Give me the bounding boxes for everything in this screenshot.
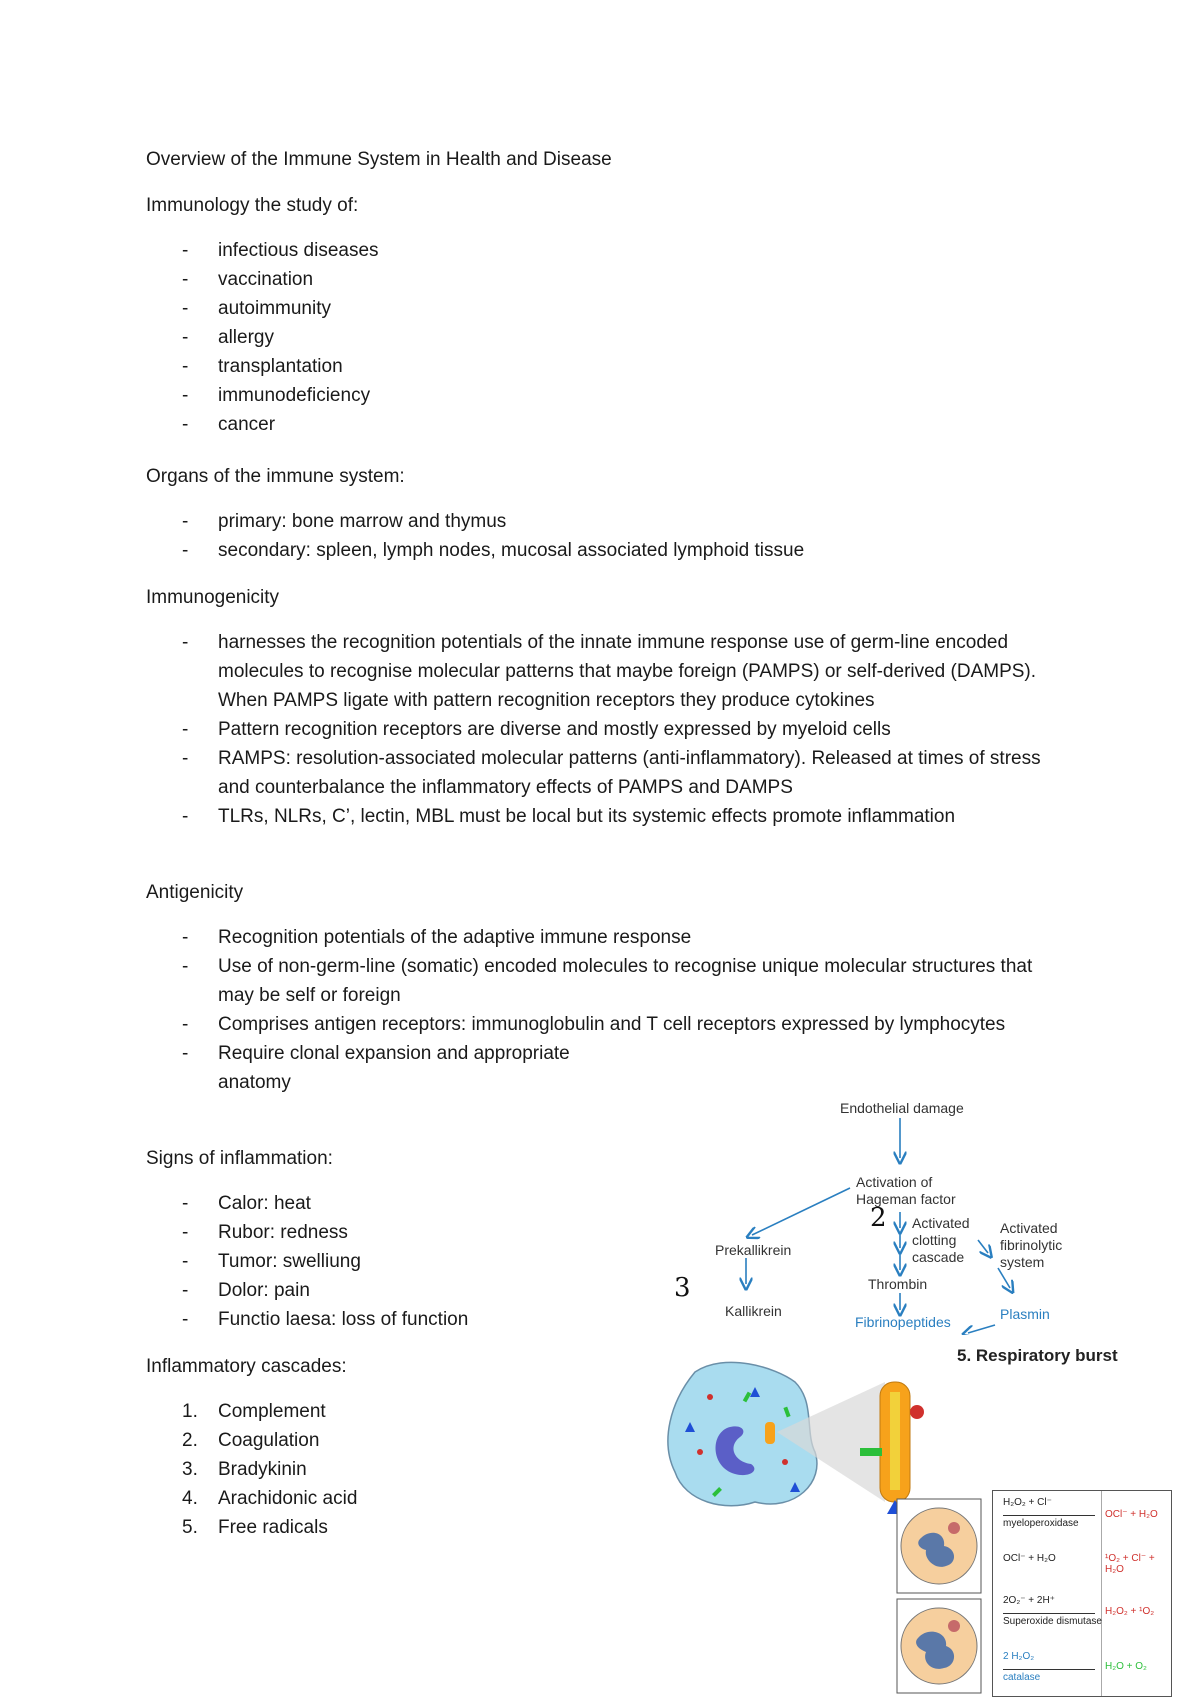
list-item: - harnesses the recognition potentials of the innate immune response use of germ-line encoded molecules to recognise molecular patterns that maybe foreign (PAMPS) or self-derived (DAMPS). When PAMPS ligate with pattern recognition receptors they produce cytokines <box>182 632 1037 711</box>
organs-list <box>146 507 1086 565</box>
neutrophil-micrographs <box>896 1498 982 1694</box>
prekallikrein-label: Prekallikrein <box>715 1242 792 1258</box>
thrombin-label: Thrombin <box>868 1276 928 1292</box>
list-item: - infectious diseases <box>182 240 379 261</box>
list-item: - allergy <box>182 327 274 348</box>
endothelial-damage-label: Endothelial damage <box>840 1100 964 1116</box>
label-three: 3 <box>674 1273 691 1303</box>
immunology-list <box>146 236 1086 439</box>
arrow-10 <box>968 1325 995 1333</box>
kallikrein-label: Kallikrein <box>725 1303 782 1319</box>
signs-heading: Signs of inflammation: <box>146 1148 333 1169</box>
granule <box>782 1459 788 1465</box>
reaction-4-right: H₂O + O₂ <box>1105 1661 1147 1672</box>
arrow-2 <box>752 1188 850 1235</box>
red-dot <box>910 1405 924 1419</box>
reaction-3-enzyme: Superoxide dismutase <box>1003 1616 1102 1627</box>
list-item: - vaccination <box>182 269 314 290</box>
neutrophil-figure <box>655 1352 930 1522</box>
list-item: 4. Arachidonic acid <box>182 1488 358 1509</box>
arrow-9 <box>998 1268 1010 1288</box>
reaction-3-left: 2O₂⁻ + 2H⁺ <box>1003 1595 1055 1606</box>
reaction-4-left: 2 H₂O₂ <box>1003 1651 1035 1662</box>
clotting-label-2: clotting <box>912 1232 957 1248</box>
fibrinolytic-label-3: system <box>1000 1254 1045 1270</box>
fibrinolytic-label-2: fibrinolytic <box>1000 1237 1063 1253</box>
activation-label-2: Hageman factor <box>856 1191 956 1207</box>
plasmin-label: Plasmin <box>1000 1306 1050 1322</box>
list-item: - RAMPS: resolution-associated molecular patterns (anti-inflammatory). Released at times of stress and counterbalance the inflammatory effects of PAMPS and DAMPS <box>182 748 1041 798</box>
reaction-4-enzyme: catalase <box>1003 1672 1041 1683</box>
signs-list <box>146 1189 646 1334</box>
list-item: - Tumor: swelliung <box>182 1251 361 1272</box>
cascades-list <box>146 1397 606 1542</box>
membrane-protein <box>890 1392 900 1490</box>
bacterium-icon <box>948 1620 960 1632</box>
list-item: - cancer <box>182 414 276 435</box>
list-item: - Rubor: redness <box>182 1222 348 1243</box>
list-item: - Calor: heat <box>182 1193 311 1214</box>
reaction-2-left: OCl⁻ + H₂O <box>1003 1553 1056 1564</box>
cascades-heading: Inflammatory cascades: <box>146 1356 347 1377</box>
list-item: - Dolor: pain <box>182 1280 310 1301</box>
reaction-1-enzyme: myeloperoxidase <box>1003 1518 1079 1529</box>
fibrinolytic-label-1: Activated <box>1000 1220 1058 1236</box>
bacterium-icon <box>948 1522 960 1534</box>
list-item: - Use of non-germ-line (somatic) encoded molecules to recognise unique molecular structures that may be self or foreign <box>182 956 1033 1006</box>
immunology-heading: Immunology the study of: <box>146 195 359 216</box>
label-two: 2 <box>870 1203 887 1233</box>
cascade-diagram <box>650 1090 1100 1335</box>
clotting-label-3: cascade <box>912 1249 965 1265</box>
respiratory-burst-title: 5. Respiratory burst <box>957 1346 1118 1365</box>
list-item: - autoimmunity <box>182 298 331 319</box>
list-item: - Functio laesa: loss of function <box>182 1309 469 1330</box>
antigenicity-heading: Antigenicity <box>146 882 244 903</box>
list-item: - TLRs, NLRs, C’, lectin, MBL must be local but its systemic effects promote inflammation <box>182 806 956 827</box>
antigenicity-list <box>146 923 1061 1097</box>
granule <box>697 1449 703 1455</box>
list-item: - Comprises antigen receptors: immunoglobulin and T cell receptors expressed by lymphocytes <box>182 1014 1006 1035</box>
list-item: - immunodeficiency <box>182 385 371 406</box>
enzyme-reactions-panel <box>992 1490 1172 1697</box>
green-bar <box>860 1448 882 1456</box>
page-title: Overview of the Immune System in Health and Disease <box>146 149 612 170</box>
list-item: - secondary: spleen, lymph nodes, mucosal associated lymphoid tissue <box>182 540 805 561</box>
arrow-8 <box>978 1240 988 1253</box>
granule <box>707 1394 713 1400</box>
clotting-label-1: Activated <box>912 1215 970 1231</box>
list-item: 1. Complement <box>182 1401 326 1422</box>
list-item: - transplantation <box>182 356 343 377</box>
list-item: 3. Bradykinin <box>182 1459 307 1480</box>
list-item: 5. Free radicals <box>182 1517 328 1538</box>
fibrinopeptides-label: Fibrinopeptides <box>855 1314 951 1330</box>
list-item: - primary: bone marrow and thymus <box>182 511 507 532</box>
list-item: 2. Coagulation <box>182 1430 320 1451</box>
reaction-1-right: OCl⁻ + H₂O <box>1105 1509 1158 1520</box>
reaction-3-right: H₂O₂ + ¹O₂ <box>1105 1606 1155 1617</box>
immunogenicity-list <box>146 628 1061 831</box>
list-item: - Pattern recognition receptors are diverse and mostly expressed by myeloid cells <box>182 719 891 740</box>
reaction-1-left: H₂O₂ + Cl⁻ <box>1003 1497 1052 1508</box>
list-item: - Recognition potentials of the adaptive immune response <box>182 927 692 948</box>
reaction-2-right: ¹O₂ + Cl⁻ + H₂O <box>1105 1553 1155 1575</box>
activation-label-1: Activation of <box>856 1174 933 1190</box>
immunogenicity-heading: Immunogenicity <box>146 587 280 608</box>
organs-heading: Organs of the immune system: <box>146 466 405 487</box>
phagosome <box>765 1422 775 1444</box>
list-item: - Require clonal expansion and appropriate anatomy <box>182 1043 570 1093</box>
